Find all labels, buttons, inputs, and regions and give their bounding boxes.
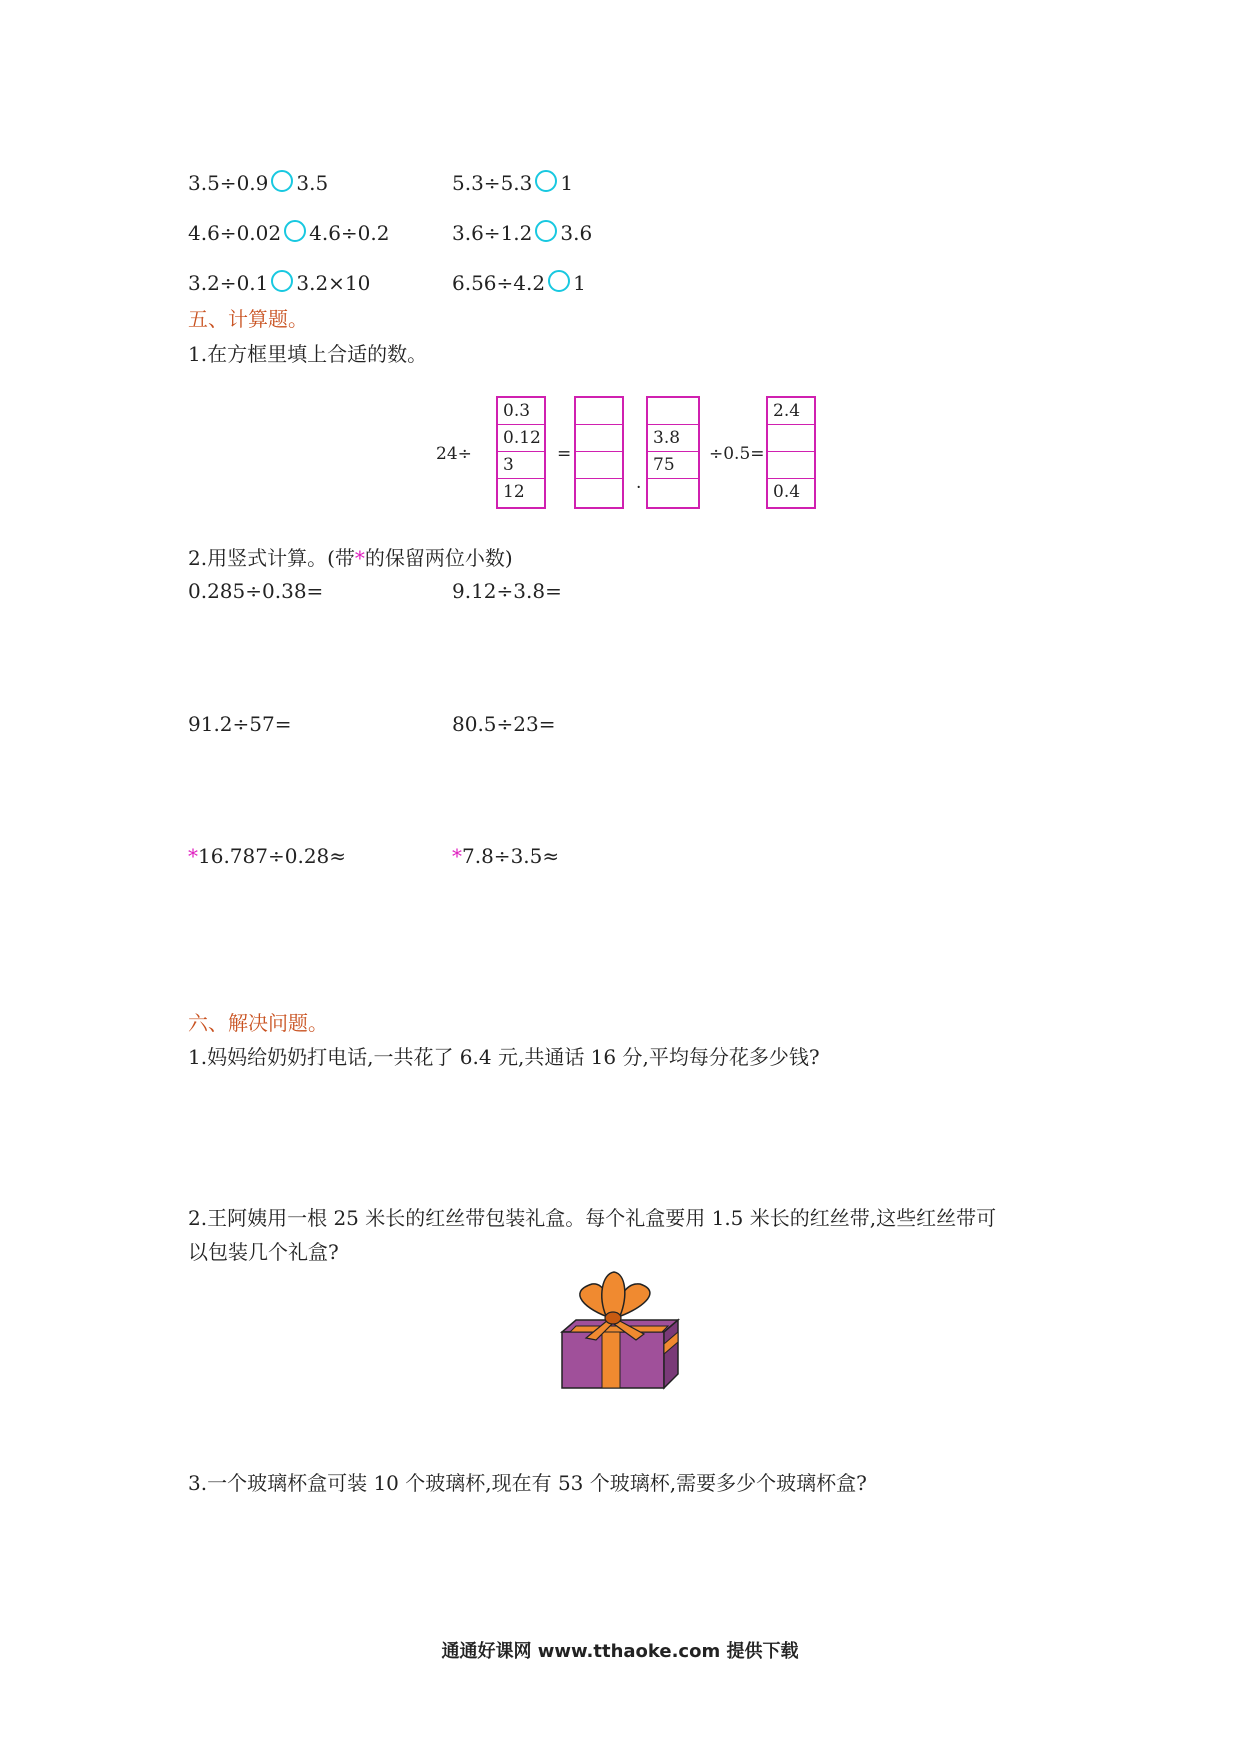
blank-cell[interactable] [648, 479, 698, 506]
compare-item-6 [452, 270, 586, 296]
blank-cell[interactable] [768, 425, 814, 452]
section-5-question-2 [188, 545, 513, 571]
calc-text: 80.5÷23= [452, 712, 556, 736]
dot-mark: · [636, 478, 642, 498]
answer-circle[interactable] [535, 220, 557, 242]
compare-right: 1 [573, 271, 586, 295]
calc-problem-4 [452, 711, 556, 737]
box-side [664, 1320, 678, 1388]
bow-knot [605, 1312, 621, 1324]
fill-cell: 12 [503, 482, 525, 502]
question-text: 2.用竖式计算。(带 [188, 546, 355, 570]
section-6-question-2-line-1: 2.王阿姨用一根 25 米长的红丝带包装礼盒。每个礼盒要用 1.5 米长的红丝带,这些红丝带可 [188, 1206, 997, 1230]
calc-text: 7.8÷3.5≈ [462, 844, 560, 868]
compare-right: 3.2×10 [296, 271, 371, 295]
compare-right: 3.5 [296, 171, 329, 195]
compare-item-4 [452, 220, 592, 246]
star-mark: * [354, 546, 365, 570]
section-6-question-1: 1.妈妈给奶奶打电话,一共花了 6.4 元,共通话 16 分,平均每分花多少钱? [188, 1045, 820, 1069]
compare-item-3 [188, 220, 389, 246]
fill-cell: 3.8 [648, 425, 698, 452]
section-6-question-3: 3.一个玻璃杯盒可装 10 个玻璃杯,现在有 53 个玻璃杯,需要多少个玻璃杯盒? [188, 1471, 867, 1495]
footer-credit: 通通好课网 www.tthaoke.com 提供下载 [441, 1641, 799, 1662]
fill-column-3 [646, 396, 700, 509]
calc-problem-6 [452, 843, 559, 869]
blank-cell[interactable] [576, 452, 622, 479]
compare-left: 3.5÷0.9 [188, 171, 269, 195]
star-mark: * [452, 844, 462, 868]
calc-problem-2 [452, 578, 562, 604]
blank-cell[interactable] [768, 452, 814, 479]
gift-box-icon [562, 1272, 678, 1388]
blank-cell[interactable] [576, 479, 622, 506]
compare-left: 4.6÷0.02 [188, 221, 282, 245]
calc-problem-1 [188, 578, 323, 604]
calc-text: 91.2÷57= [188, 712, 292, 736]
compare-left: 6.56÷4.2 [452, 271, 546, 295]
question-text: 的保留两位小数) [364, 546, 513, 570]
ribbon-vertical [602, 1332, 620, 1388]
fill-cell: 0.3 [498, 398, 544, 425]
fill-cell: 0.4 [773, 482, 801, 502]
blank-cell[interactable] [648, 398, 698, 425]
equals-sign: = [557, 444, 572, 464]
section-5-question-1: 1.在方框里填上合适的数。 [188, 342, 428, 366]
compare-left: 3.6÷1.2 [452, 221, 533, 245]
compare-item-2 [452, 170, 573, 196]
fill-cell: 2.4 [768, 398, 814, 425]
calc-problem-3 [188, 711, 292, 737]
section-5-title: 五、计算题。 [188, 307, 308, 331]
answer-circle[interactable] [548, 270, 570, 292]
calc-text: 16.787÷0.28≈ [198, 844, 347, 868]
fill-column-2 [574, 396, 624, 509]
answer-circle[interactable] [535, 170, 557, 192]
divide-operator: ÷0.5= [709, 444, 765, 464]
blank-cell[interactable] [576, 398, 622, 425]
fill-cell: 3 [498, 452, 544, 479]
compare-left: 3.2÷0.1 [188, 271, 269, 295]
fill-cell: 75 [648, 452, 698, 479]
calc-text: 9.12÷3.8= [452, 579, 562, 603]
section-6-question-2-line-2: 以包装几个礼盒? [188, 1240, 339, 1264]
compare-left: 5.3÷5.3 [452, 171, 533, 195]
fill-cell: 0.12 [498, 425, 544, 452]
table-prefix: 24÷ [436, 444, 472, 464]
calc-problem-5 [188, 843, 346, 869]
answer-circle[interactable] [271, 270, 293, 292]
answer-circle[interactable] [271, 170, 293, 192]
gift-box-illustration [556, 1270, 686, 1390]
calc-text: 0.285÷0.38= [188, 579, 324, 603]
fill-column-4 [766, 396, 816, 509]
compare-item-1 [188, 170, 328, 196]
compare-right: 1 [560, 171, 574, 195]
compare-right: 3.6 [560, 221, 593, 245]
compare-item-5 [188, 270, 370, 296]
fill-column-1 [496, 396, 546, 509]
compare-right: 4.6÷0.2 [309, 221, 390, 245]
answer-circle[interactable] [284, 220, 306, 242]
section-6-title: 六、解决问题。 [188, 1011, 328, 1035]
blank-cell[interactable] [576, 425, 622, 452]
bow-top-loop [602, 1272, 625, 1316]
star-mark: * [188, 844, 198, 868]
